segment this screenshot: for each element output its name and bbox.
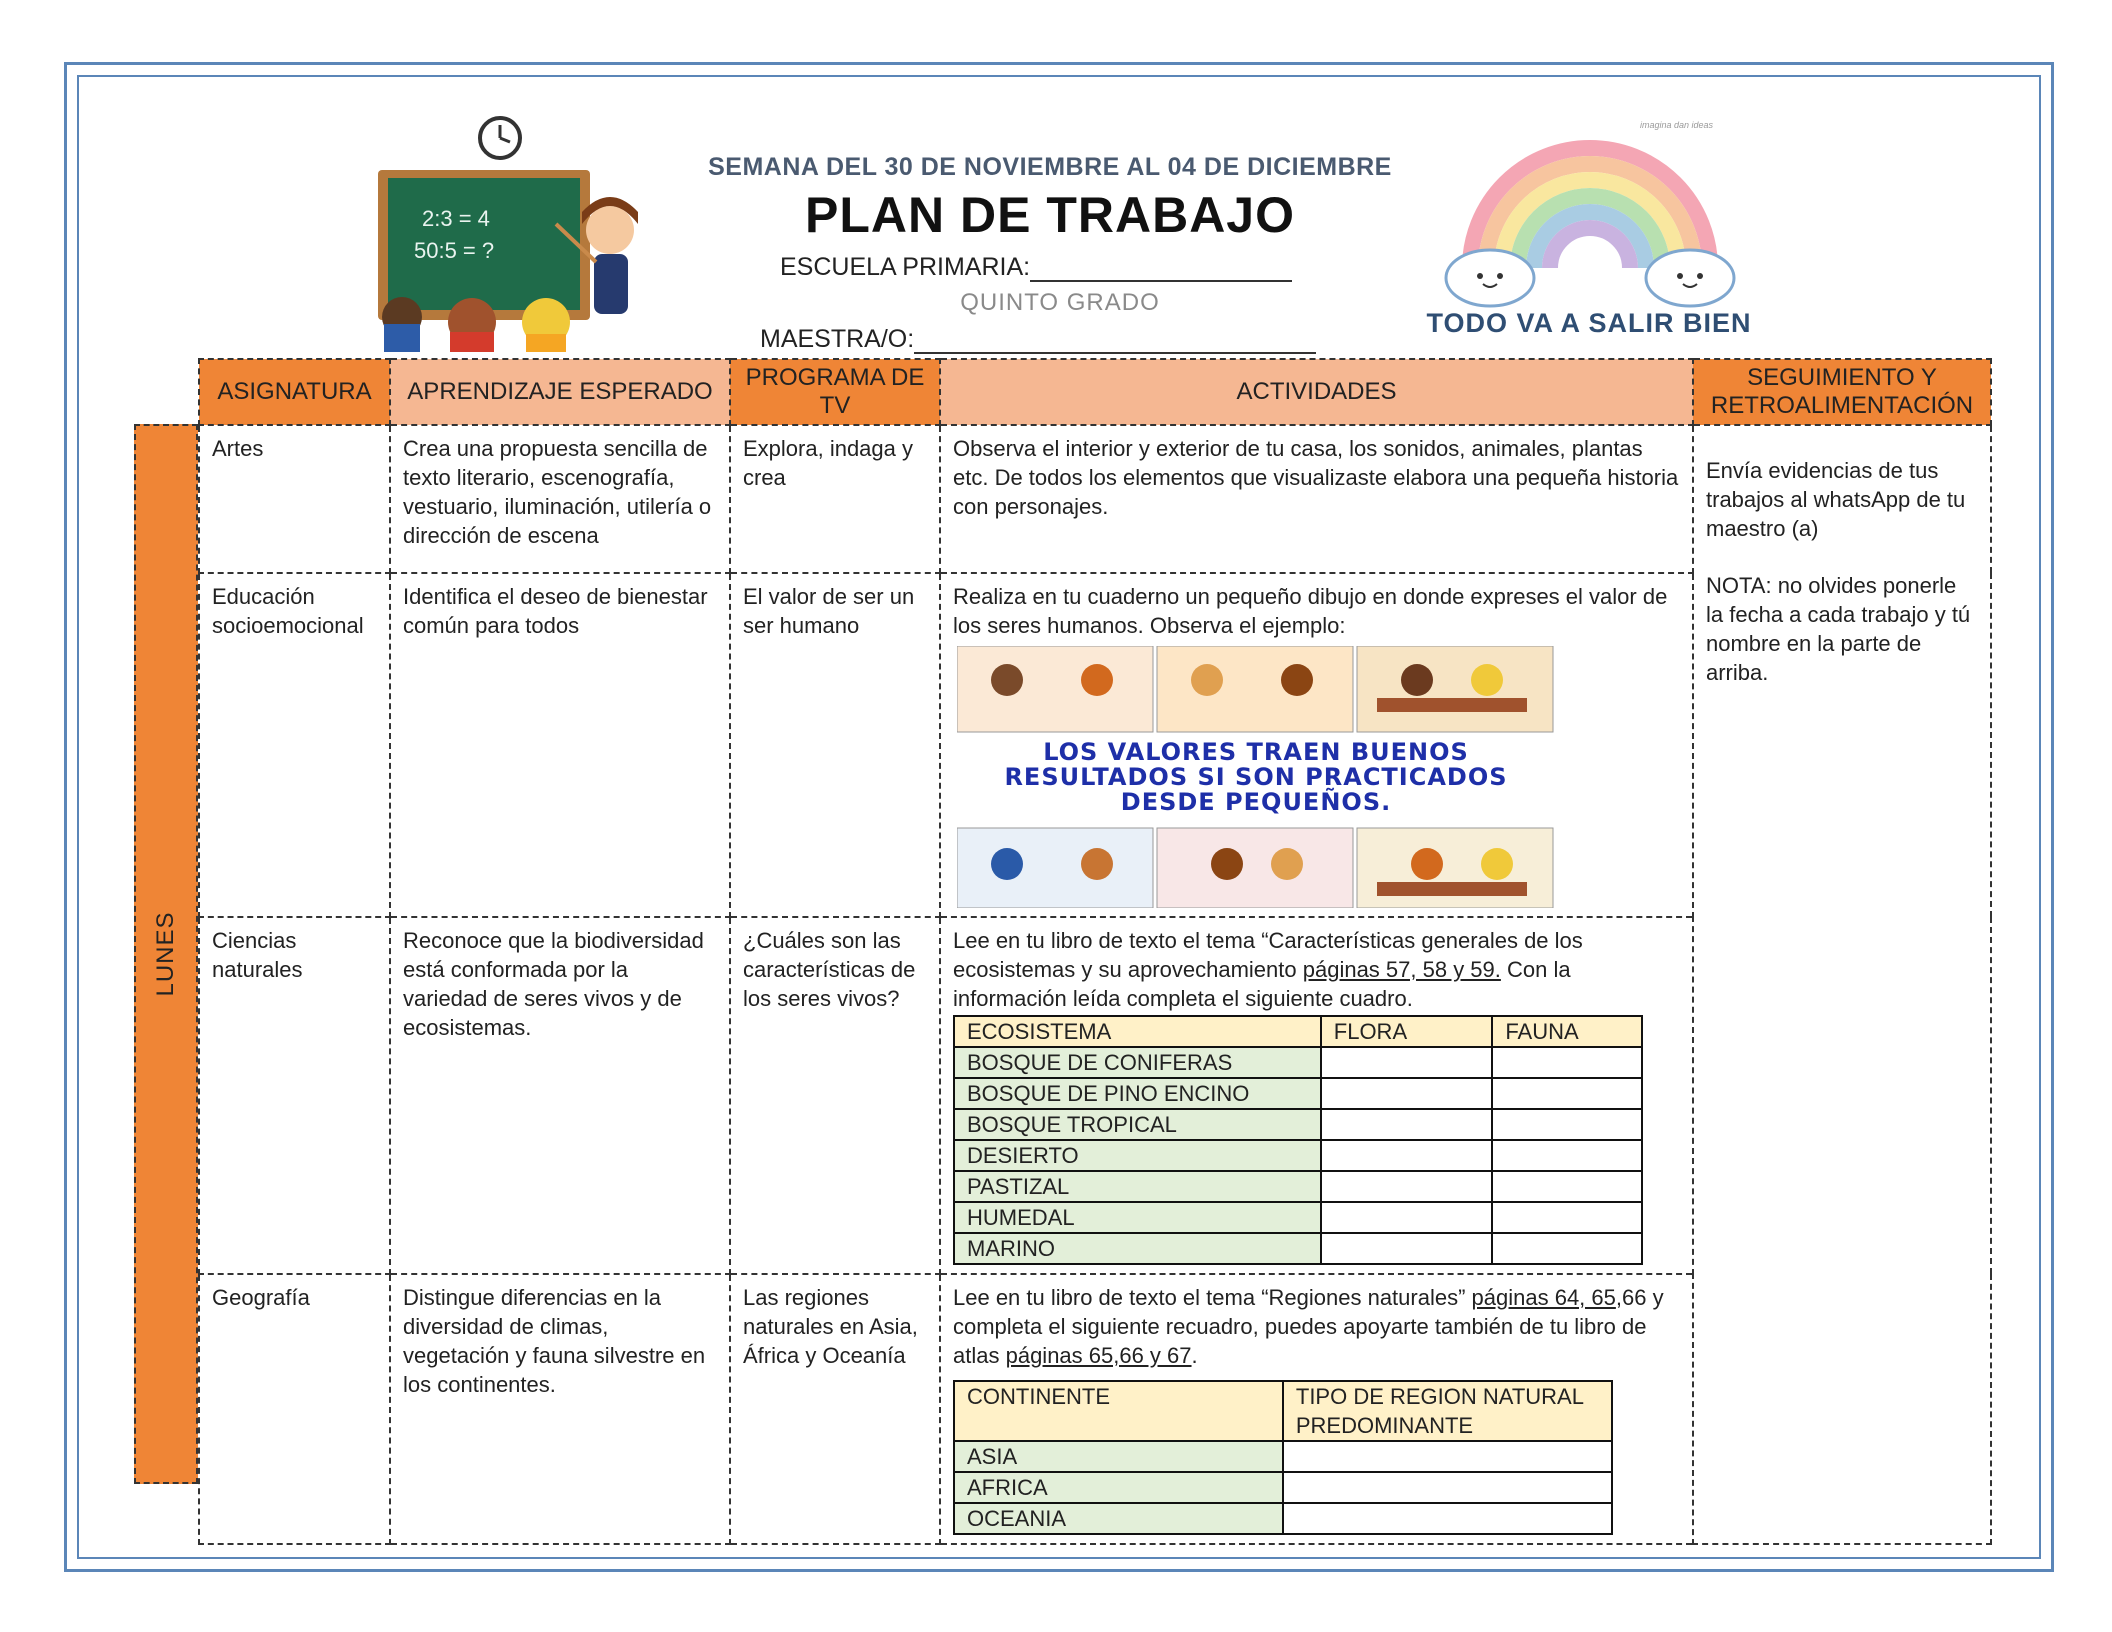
subject-cell: Geografía [199,1274,390,1544]
table-row [199,425,1991,573]
flora-blank[interactable] [1321,1109,1493,1140]
learning-cell: Reconoce que la biodiversidad está conformada por la variedad de seres vivos y de ecosistemas. [390,917,730,1274]
fauna-blank[interactable] [1492,1202,1642,1233]
values-example-image [957,646,1555,908]
ecosystem-name: HUMEDAL [954,1202,1321,1233]
continent-header: CONTINENTE [954,1381,1283,1441]
learning-cell: Crea una propuesta sencilla de texto literario, escenografía, vestuario, iluminación, utilería o dirección de escena [390,425,730,573]
flora-header: FLORA [1321,1016,1493,1047]
ecosystem-name: PASTIZAL [954,1171,1321,1202]
fauna-blank[interactable] [1492,1233,1642,1264]
ecosystem-row [954,1140,1642,1171]
chalk-line-2: 50:5 = ? [414,238,495,263]
fauna-blank[interactable] [1492,1109,1642,1140]
subject-cell: Educación socioemocional [199,573,390,917]
ecosystem-header-row [954,1016,1642,1047]
fauna-header: FAUNA [1492,1016,1642,1047]
page-reference: páginas 57, 58 y 59. [1302,957,1501,982]
ecosystem-name: BOSQUE TROPICAL [954,1109,1321,1140]
region-blank[interactable] [1283,1441,1612,1472]
region-blank[interactable] [1283,1503,1612,1534]
continent-row [954,1503,1612,1534]
activity-text-part: Lee en tu libro de texto el tema “Características generales de los ecosistemas y su aprovechamiento [953,928,1583,982]
continent-name: OCEANIA [954,1503,1283,1534]
activity-cell [940,917,1693,1274]
chalk-line-1: 2:3 = 4 [422,206,490,231]
fauna-blank[interactable] [1492,1171,1642,1202]
activity-text-part: Lee en tu libro de texto el tema “Regiones naturales” [953,1285,1472,1310]
activity-cell [940,573,1693,917]
day-label [134,424,198,1484]
logo-slogan: TODO VA A SALIR BIEN [1426,308,1752,338]
fauna-blank[interactable] [1492,1140,1642,1171]
continent-row [954,1472,1612,1503]
ecosystem-row [954,1233,1642,1264]
continent-table [953,1380,1613,1535]
flora-blank[interactable] [1321,1233,1493,1264]
activity-text-part: . [1191,1343,1198,1368]
col-learning: APRENDIZAJE ESPERADO [390,359,730,425]
values-slogan: LOS VALORES TRAEN BUENOS RESULTADOS SI SON PRACTICADOS DESDE PEQUEÑOS. [1004,738,1508,816]
ecosystem-row [954,1078,1642,1109]
flora-blank[interactable] [1321,1078,1493,1109]
tv-cell: Explora, indaga y crea [730,425,940,573]
flora-blank[interactable] [1321,1202,1493,1233]
school-fill-line [1030,258,1292,282]
ecosystem-row [954,1171,1642,1202]
followup-text: Envía evidencias de tus trabajos al whatsApp de tu maestro (a) [1706,458,1966,541]
ecosystem-name: BOSQUE DE PINO ENCINO [954,1078,1321,1109]
activity-text [953,926,1680,1013]
ecosystem-name: MARINO [954,1233,1321,1264]
grade-label: QUINTO GRADO [960,289,1160,316]
col-tv: PROGRAMA DE TV [730,359,940,425]
page-title: PLAN DE TRABAJO [804,187,1296,243]
continent-name: AFRICA [954,1472,1283,1503]
followup-note: NOTA: no olvides ponerle la fecha a cada trabajo y tú nombre en la parte de arriba. [1706,573,1971,685]
tv-cell: El valor de ser un ser humano [730,573,940,917]
region-blank[interactable] [1283,1472,1612,1503]
subject-cell: Ciencias naturales [199,917,390,1274]
page-reference: páginas 64, 65 [1471,1285,1616,1310]
continent-row [954,1441,1612,1472]
activity-cell [940,1274,1693,1544]
flora-blank[interactable] [1321,1171,1493,1202]
teacher-label: MAESTRA/O: [760,325,915,353]
school-field [780,253,1340,282]
learning-cell: Identifica el deseo de bienestar común para todos [390,573,730,917]
col-subject: ASIGNATURA [199,359,390,425]
continent-name: ASIA [954,1441,1283,1472]
activity-cell: Observa el interior y exterior de tu casa, los sonidos, animales, plantas etc. De todos los elementos que visualizaste elabora una pequeña historia con personajes. [940,425,1693,573]
week-range: SEMANA DEL 30 DE NOVIEMBRE AL 04 DE DICIEMBRE [708,153,1392,181]
work-plan-table [198,358,1992,1545]
teacher-field [760,325,1360,354]
fauna-blank[interactable] [1492,1047,1642,1078]
ecosystem-name: DESIERTO [954,1140,1321,1171]
classroom-illustration [360,112,660,352]
ecosystem-table [953,1015,1643,1265]
activity-text [953,1283,1680,1370]
tv-cell: Las regiones naturales en Asia, África y Oceanía [730,1274,940,1544]
learning-cell: Distingue diferencias en la diversidad de climas, vegetación y fauna silvestre en los continentes. [390,1274,730,1544]
region-type-header: TIPO DE REGION NATURAL PREDOMINANTE [1283,1381,1612,1441]
activity-text-part: Con la información leída completa el siguiente cuadro. [953,957,1571,1011]
activity-text: Realiza en tu cuaderno un pequeño dibujo en donde expreses el valor de los seres humanos. Observa el ejemplo: [953,584,1668,638]
col-activities: ACTIVIDADES [940,359,1693,425]
tv-cell: ¿Cuáles son las características de los seres vivos? [730,917,940,1274]
flora-blank[interactable] [1321,1047,1493,1078]
watermark: imagina dan ideas [1640,120,1714,130]
ecosystem-header: ECOSISTEMA [954,1016,1321,1047]
col-followup: SEGUIMIENTO Y RETROALIMENTACIÓN [1693,359,1991,425]
day-label-text: LUNES [152,911,179,997]
continent-header-row [954,1381,1612,1441]
ecosystem-row [954,1047,1642,1078]
ecosystem-row [954,1202,1642,1233]
ecosystem-row [954,1109,1642,1140]
subject-cell: Artes [199,425,390,573]
activity-text-part: ,66 y completa el siguiente recuadro, puedes apoyarte también de tu libro de atlas [953,1285,1664,1368]
ecosystem-name: BOSQUE DE CONIFERAS [954,1047,1321,1078]
followup-cell [1693,425,1991,1544]
fauna-blank[interactable] [1492,1078,1642,1109]
teacher-fill-line [914,330,1316,354]
flora-blank[interactable] [1321,1140,1493,1171]
school-label: ESCUELA PRIMARIA: [780,253,1031,281]
atlas-page-reference: páginas 65,66 y 67 [1005,1343,1192,1368]
